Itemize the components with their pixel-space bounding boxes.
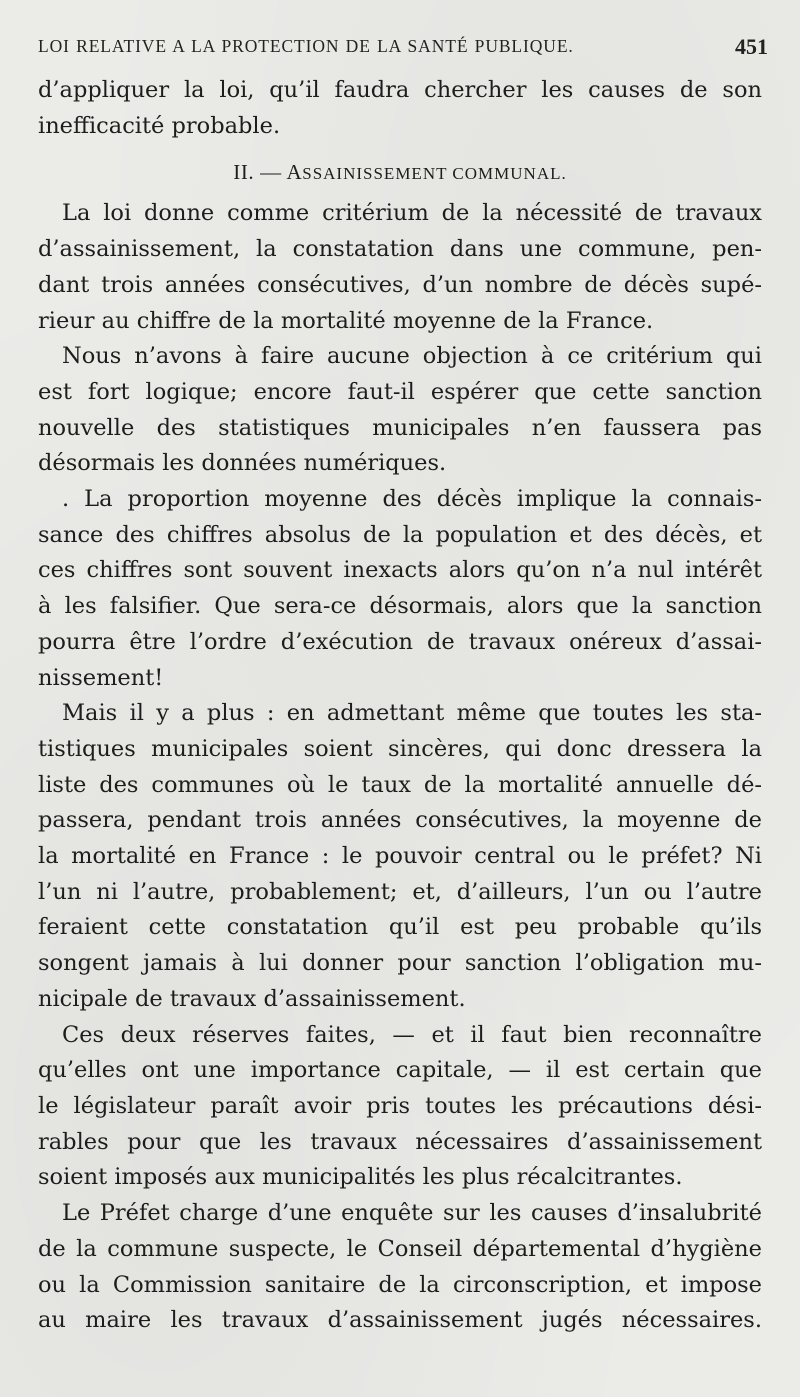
text-line: au maire les travaux d’assainissement jugés nécessaires. [38, 1307, 762, 1334]
text-line: Le Préfet charge d’une enquête sur les causes d’insalubrité [62, 1200, 762, 1227]
paragraph [38, 339, 762, 482]
paragraph [38, 1018, 762, 1197]
text-line: le législateur paraît avoir pris toutes les précautions dési- [38, 1092, 762, 1119]
paragraph [38, 696, 762, 1017]
text-line: tistiques municipales soient sincères, qui donc dressera la [38, 735, 762, 762]
section-numeral: II. [233, 160, 255, 185]
paragraph [38, 1196, 762, 1339]
section-title: SSAINISSEMENT COMMUNAL. [302, 164, 567, 184]
text-line: dant trois années consécutives, d’un nombre de décès supé- [38, 271, 762, 298]
section-title-initial: A [286, 160, 303, 185]
text-line: l’un ni l’autre, probablement; et, d’ailleurs, l’un ou l’autre [38, 878, 762, 905]
text-line: . La proportion moyenne des décès implique la connais- [62, 486, 762, 513]
text-line: songent jamais à lui donner pour sanction l’obligation mu- [38, 950, 762, 977]
text-line: rieur au chiffre de la mortalité moyenne de la France. [38, 307, 654, 334]
text-line: nouvelle des statistiques municipales n’en faussera pas [38, 414, 762, 441]
text-line: nissement! [38, 664, 164, 691]
text-line: liste des communes où le taux de la mortalité annuelle dé- [38, 771, 762, 798]
text-line: rables pour que les travaux nécessaires d’assainissement [38, 1128, 762, 1155]
text-line: ou la Commission sanitaire de la circonscription, et impose [38, 1271, 762, 1298]
text-line: qu’elles ont une importance capitale, — il est certain que [38, 1057, 762, 1084]
text-line: d’appliquer la loi, qu’il faudra chercher les causes de son [38, 77, 762, 103]
paragraph-continued [38, 73, 762, 144]
text-line: Mais il y a plus : en admettant même que toutes les sta- [62, 700, 762, 727]
running-title: LOI RELATIVE A LA PROTECTION DE LA SANTÉ PUBLIQUE. [38, 36, 574, 56]
paragraph [38, 196, 762, 339]
text-line: La loi donne comme critérium de la nécessité de travaux [62, 200, 762, 227]
text-line: de la commune suspecte, le Conseil départemental d’hygiène [38, 1235, 762, 1262]
text-line: soient imposés aux municipalités les plus récalcitrantes. [38, 1164, 683, 1191]
text-line: feraient cette constatation qu’il est peu probable qu’ils [38, 914, 762, 941]
paragraph [38, 482, 762, 696]
section-heading [38, 154, 762, 190]
page-number: 451 [735, 34, 768, 59]
text-line: Ces deux réserves faites, — et il faut bien reconnaître [62, 1021, 762, 1048]
page-body [38, 73, 762, 1339]
text-line: inefficacité probable. [38, 112, 281, 139]
text-line: pourra être l’ordre d’exécution de travaux onéreux d’assai- [38, 628, 762, 655]
text-line: est fort logique; encore faut-il espérer que cette sanction [38, 378, 762, 405]
running-head [38, 34, 768, 60]
text-line: sance des chiffres absolus de la population et des décès, et [38, 521, 762, 548]
text-line: à les falsifier. Que sera-ce désormais, alors que la sanction [38, 593, 762, 620]
text-line: la mortalité en France : le pouvoir central ou le préfet? Ni [38, 843, 762, 870]
text-line: Nous n’avons à faire aucune objection à ce critérium qui [62, 343, 762, 370]
text-line: d’assainissement, la constatation dans une commune, pen- [38, 236, 762, 263]
text-line: nicipale de travaux d’assainissement. [38, 985, 466, 1012]
text-line: ces chiffres sont souvent inexacts alors qu’on n’a nul intérêt [38, 557, 762, 584]
text-line: passera, pendant trois années consécutives, la moyenne de [38, 807, 762, 834]
text-line: désormais les données numériques. [38, 450, 447, 477]
section-dash: — [260, 160, 282, 185]
